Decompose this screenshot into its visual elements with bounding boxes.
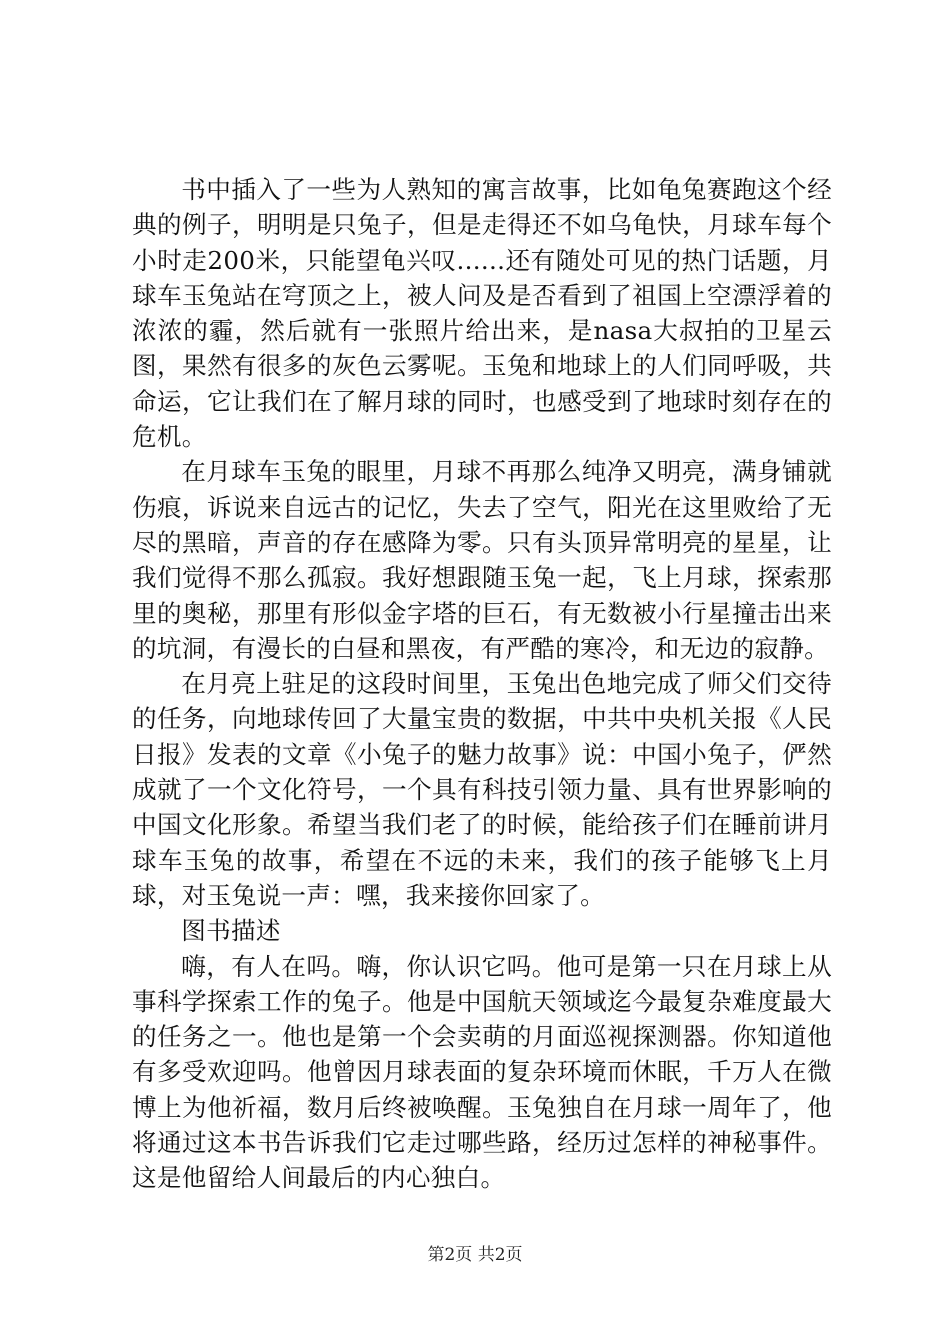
body-paragraph-2: 在月球车玉兔的眼里，月球不再那么纯净又明亮，满身铺就伤痕，诉说来自远古的记忆，失去了空气，阳光在这里败给了无尽的黑暗，声音的存在感降为零。只有头顶异常明亮的星星，让我们觉得不那么孤寂。我好想跟随玉兔一起，飞上月球，探索那里的奥秘，那里有形似金字塔的巨石，有无数被小行星撞击出来的坑洞，有漫长的白昼和黑夜，有严酷的寒冷，和无边的寂静。 [132, 457, 832, 663]
body-paragraph-3: 在月亮上驻足的这段时间里，玉兔出色地完成了师父们交待的任务，向地球传回了大量宝贵的数据，中共中央机关报《人民日报》发表的文章《小兔子的魅力故事》说：中国小兔子，俨然成就了一个文化符号，一个具有科技引领力量、具有世界影响的中国文化形象。希望当我们老了的时候，能给孩子们在睡前讲月球车玉兔的故事，希望在不远的未来，我们的孩子能够飞上月球，对玉兔说一声：嘿，我来接你回家了。 [132, 669, 832, 910]
section-heading: 图书描述 [181, 916, 281, 946]
document-body [132, 172, 832, 1196]
description-paragraph: 嗨，有人在吗。嗨，你认识它吗。他可是第一只在月球上从事科学探索工作的兔子。他是中国航天领域迄今最复杂难度最大的任务之一。他也是第一个会卖萌的月面巡视探测器。你知道他有多受欢迎吗。他曾因月球表面的复杂环境而休眠，千万人在微博上为他祈福，数月后终被唤醒。玉兔独自在月球一周年了，他将通过这本书告诉我们它走过哪些路，经历过怎样的神秘事件。这是他留给人间最后的内心独白。 [132, 951, 832, 1193]
body-paragraph-1: 书中插入了一些为人熟知的寓言故事，比如龟兔赛跑这个经典的例子，明明是只兔子，但是走得还不如乌龟快，月球车每个小时走200米，只能望龟兴叹......还有随处可见的热门话题，月球车玉兔站在穹顶之上，被人问及是否看到了祖国上空漂浮着的浓浓的霾，然后就有一张照片给出来，是nasa大叔拍的卫星云图，果然有很多的灰色云雾呢。玉兔和地球上的人们同呼吸，共命运，它让我们在了解月球的同时，也感受到了地球时刻存在的危机。 [132, 175, 832, 452]
page-footer: 第2页 共2页 [427, 1245, 523, 1265]
